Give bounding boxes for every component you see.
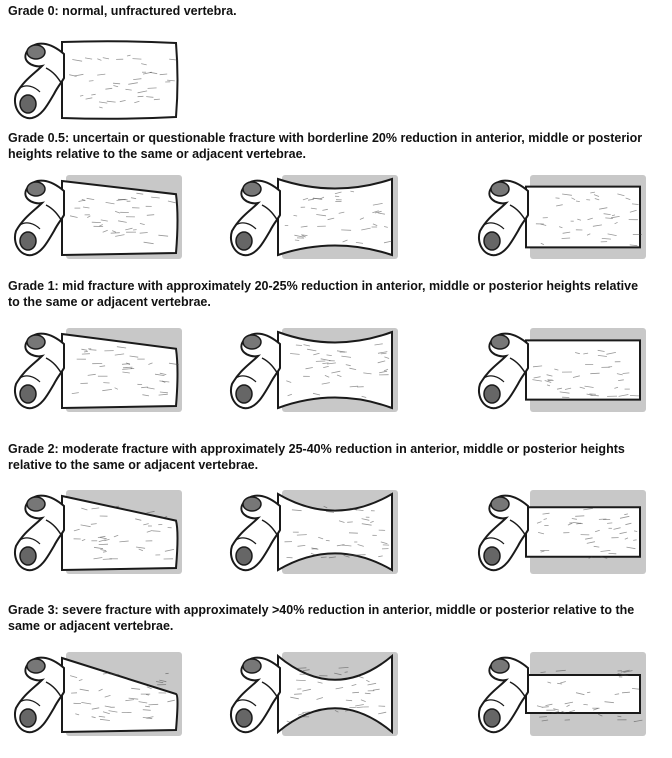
vertebra-grade-4-wedge [6,642,196,744]
vertebral-body [278,332,392,408]
vertebra-grade-2-wedge [6,318,196,420]
vertebra-grade-2-biconcave [222,318,412,420]
grade-3-caption: Grade 3: severe fracture with approximately >40% reduction in anterior, middle or posterior relative to the same or adjacent vertebrae. [8,603,635,633]
posterior-elements [479,496,528,571]
vertebra-grade-1-biconcave [222,165,412,267]
posterior-elements [15,496,64,571]
grade-0-caption: Grade 0: normal, unfractured vertebra. [8,4,237,18]
posterior-elements [15,181,64,256]
vertebra-grade-1-crush [470,165,660,267]
grade-0-5-caption: Grade 0.5: uncertain or questionable fracture with borderline 20% reduction in anterior, middle or posterior heights relative to the same or adjacent vertebrae. [8,131,643,161]
posterior-elements [479,334,528,409]
grade-1-caption: Grade 1: mid fracture with approximately 20-25% reduction in anterior, middle or posterior heights relative to the same or adjacent vertebrae. [8,279,639,309]
vertebral-body [62,181,178,255]
vertebral-body [278,179,392,255]
vertebra-grade-1-wedge [6,165,196,267]
posterior-elements [231,181,280,256]
vertebral-body [526,507,640,556]
vertebra-grade-0-normal [6,28,196,130]
vertebra-grade-3-crush [470,480,660,582]
posterior-elements [15,44,64,119]
posterior-elements [479,658,528,733]
vertebra-grade-3-biconcave [222,480,412,582]
posterior-elements [231,658,280,733]
vertebra-grade-2-crush [470,318,660,420]
vertebral-body [62,41,178,119]
grade-2-caption: Grade 2: moderate fracture with approximately 25-40% reduction in anterior, middle or posterior heights relative to the same or adjacent vertebrae. [8,442,625,472]
posterior-elements [231,496,280,571]
posterior-elements [231,334,280,409]
vertebra-grade-4-crush [470,642,660,744]
vertebral-body [526,340,640,399]
posterior-elements [15,334,64,409]
vertebra-grade-3-wedge [6,480,196,582]
vertebra-grade-4-biconcave [222,642,412,744]
posterior-elements [15,658,64,733]
posterior-elements [479,181,528,256]
